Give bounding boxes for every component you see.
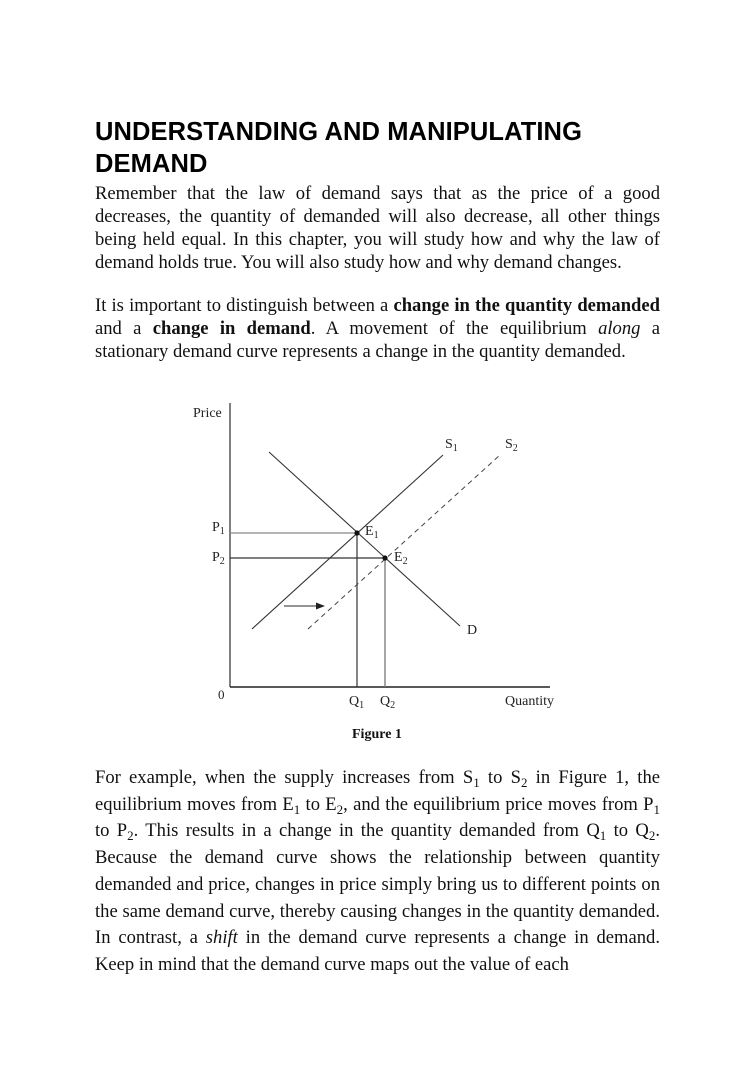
q1-label [349,694,364,711]
paragraph-law-of-demand: Remember that the law of demand says that as the price of a good decreases, the quantity of demanded will also decrease, all other things being held equal. In this chapter, you will study how and why the law of demand holds true. You will also study how and why demand changes. [95,183,660,273]
italic-term-shift: shift [205,927,238,949]
label-base: P [212,550,220,565]
label-sub: 1 [373,530,379,541]
label-sub: 2 [402,556,408,567]
equilibrium-point-e1 [354,530,359,535]
paragraph-example [95,765,660,979]
paragraph-distinction [95,294,660,363]
label-base: Q [349,694,360,709]
label-sub: 2 [390,700,396,711]
p2-label [212,550,225,567]
label-base: E [394,550,403,565]
italic-term-along: along [598,318,641,339]
supply-curve-s2 [308,455,500,629]
label-base: S [445,437,453,452]
subscript: 2 [336,801,344,817]
subscript: 1 [473,775,480,790]
e1-label [365,524,379,541]
figure-caption: Figure 1 [352,727,402,742]
label-base: S [505,437,513,452]
label-sub: 1 [359,700,365,711]
y-axis-label: Price [193,406,222,421]
subscript: 1 [599,828,607,844]
intro-section [95,180,660,363]
label-base: P [212,520,220,535]
text-span: in Figure 1, the equilibrium moves from E [95,767,660,815]
label-sub: 2 [219,556,225,567]
figure-supply-demand [180,400,580,750]
text-span: to P [95,820,128,842]
e2-label [394,550,408,567]
supply-curve-s1 [252,455,443,629]
bold-term-change-in-demand: change in demand [152,318,311,339]
text-span: It is important to distinguish between a [95,295,394,316]
subscript: 2 [648,828,656,844]
text-span: to E [300,793,337,815]
text-span: . A movement of the equilibrium [310,318,599,339]
text-span: to Q [606,820,649,842]
bold-term-change-in-quantity-demanded: change in the quantity demanded [393,295,660,316]
d-label: D [467,623,478,638]
subscript: 1 [653,801,660,817]
equilibrium-point-e2 [382,555,387,560]
x-axis-label: Quantity [505,694,554,709]
s1-label [445,437,458,454]
text-span: . Because the demand curve shows the relationship between quantity demanded and price, changes in price simply bring us to different points on the same demand curve, thereby causing changes in the quantity demanded. In contrast, a [95,820,661,949]
text-span: , and the equilibrium price moves from P [343,793,654,815]
subscript: 1 [293,801,301,817]
s2-label [505,437,518,454]
p1-label [212,520,225,537]
text-span: For example, when the supply increases from S [95,767,474,788]
q2-label [380,694,395,711]
label-sub: 1 [219,526,225,537]
text-span: to S [479,767,521,788]
subscript: 2 [127,828,134,844]
label-sub: 1 [452,443,458,454]
label-base: Q [380,694,391,709]
text-span: in the demand curve represents a change in demand. Keep in mind that the demand curve maps out the value of each [95,927,660,975]
supply-demand-graph [180,400,580,720]
label-base: E [365,524,374,539]
page-title: UNDERSTANDING AND MANIPULATING DEMAND [95,118,583,178]
subscript: 2 [520,775,528,790]
arrow-right-icon [316,603,325,610]
origin-label: 0 [218,687,225,702]
text-span: a stationary demand curve represents a change in the quantity demanded. [95,318,661,362]
label-sub: 2 [512,443,518,454]
text-span: . This results in a change in the quantity demanded from Q [133,820,600,842]
text-span: and a [95,318,153,339]
